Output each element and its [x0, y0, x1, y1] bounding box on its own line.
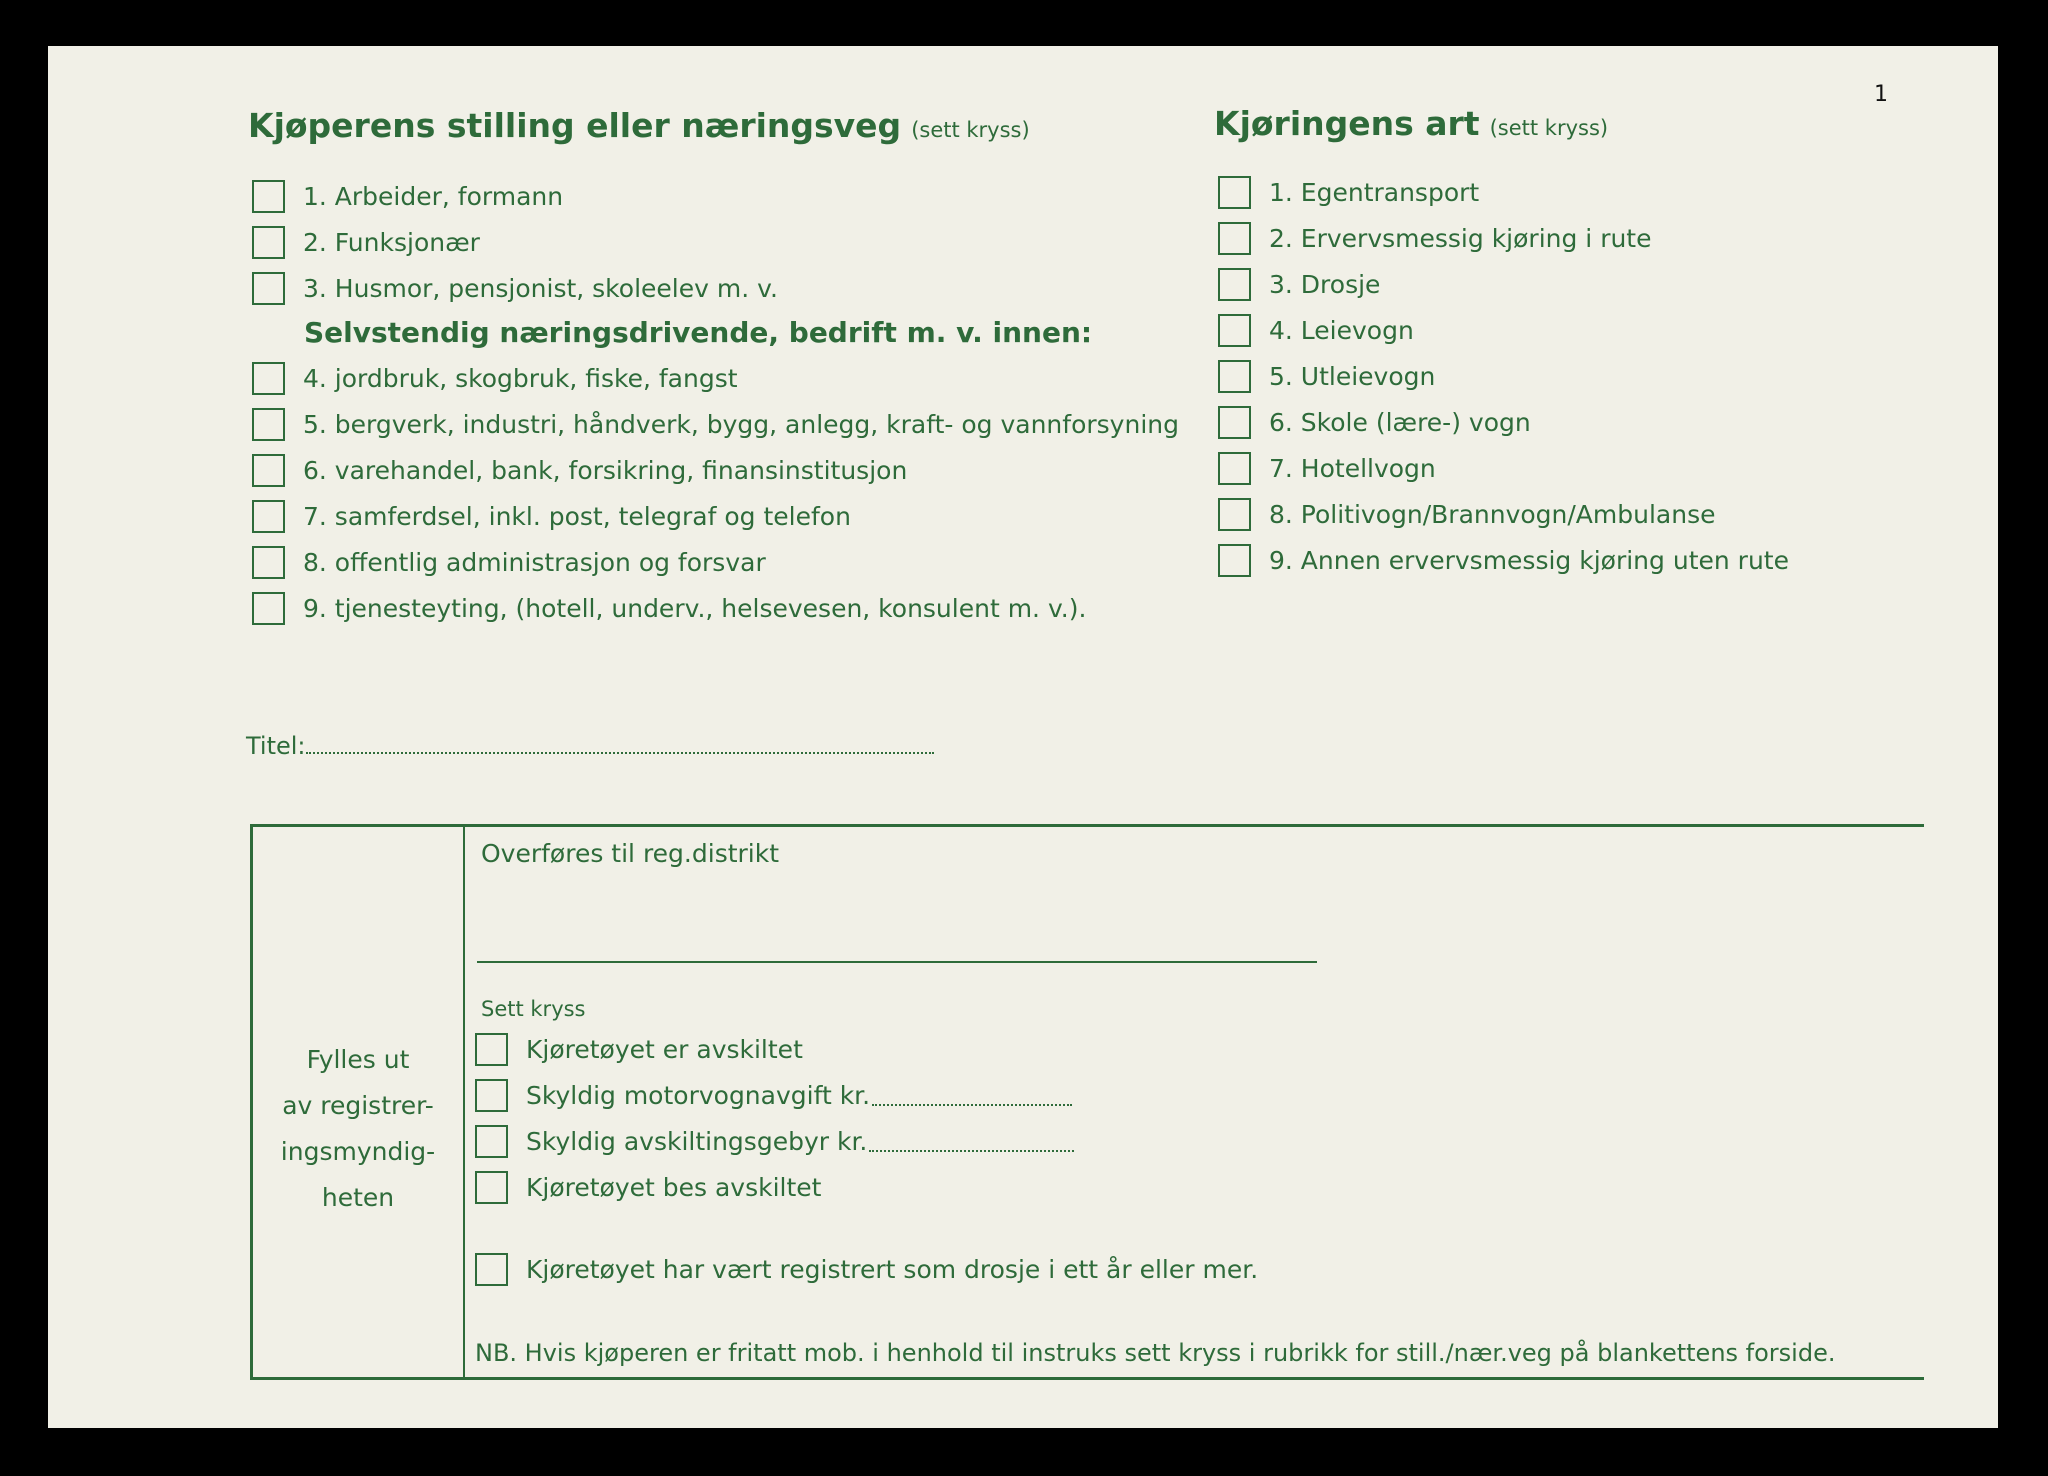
occupation-option-5[interactable] [252, 408, 1179, 441]
driving-label-7: 7. Hotellvogn [1269, 454, 1436, 483]
occupation-label-2: 2. Funksjonær [303, 228, 480, 257]
driving-checkbox-5[interactable] [1218, 360, 1251, 393]
driving-type-heading [1214, 104, 1608, 143]
occupation-checkbox-5[interactable] [252, 408, 285, 441]
driving-label-1: 1. Egentransport [1269, 178, 1480, 207]
titel-dotted-line[interactable] [306, 752, 934, 754]
drosje-checkbox[interactable] [475, 1253, 508, 1286]
driving-label-6: 6. Skole (lære-) vogn [1269, 408, 1531, 437]
driving-option-7[interactable] [1218, 452, 1436, 485]
occupation-label-1: 1. Arbeider, formann [303, 182, 564, 211]
occupation-option-7[interactable] [252, 500, 851, 533]
buyer-occupation-heading-text: Kjøperens stilling eller næringsveg [248, 106, 902, 145]
occupation-checkbox-7[interactable] [252, 500, 285, 533]
occupation-label-3: 3. Husmor, pensjonist, skoleelev m. v. [303, 274, 778, 303]
cross-note: Sett kryss [481, 997, 586, 1021]
registry-check-label-1: Kjøretøyet er avskiltet [526, 1035, 803, 1064]
registry-check-1[interactable] [475, 1033, 803, 1066]
registry-check-label-3: Skyldig avskiltingsgebyr kr. [526, 1127, 868, 1156]
occupation-checkbox-8[interactable] [252, 546, 285, 579]
corner-mark: 1 [1874, 82, 1888, 107]
drosje-check[interactable] [475, 1253, 1258, 1286]
occupation-label-5: 5. bergverk, industri, håndverk, bygg, anlegg, kraft- og vannforsyning [303, 410, 1179, 439]
titel-label: Titel: [246, 732, 306, 760]
occupation-option-2[interactable] [252, 226, 480, 259]
registry-label-line-2: av registrer- [282, 1091, 434, 1120]
driving-label-4: 4. Leievogn [1269, 316, 1414, 345]
transfer-district-line[interactable] [477, 961, 1317, 963]
registry-check-2[interactable] [475, 1079, 1072, 1112]
occupation-label-4: 4. jordbruk, skogbruk, fiske, fangst [303, 364, 738, 393]
driving-checkbox-1[interactable] [1218, 176, 1251, 209]
driving-label-8: 8. Politivogn/Brannvogn/Ambulanse [1269, 500, 1716, 529]
self-employed-subheading: Selvstendig næringsdrivende, bedrift m. v. innen: [304, 316, 1093, 349]
occupation-label-9: 9. tjenesteyting, (hotell, underv., helsevesen, konsulent m. v.). [303, 594, 1087, 623]
occupation-checkbox-6[interactable] [252, 454, 285, 487]
plate-fee-amount-line[interactable] [869, 1132, 1074, 1152]
registry-label-line-1: Fylles ut [306, 1045, 410, 1074]
occupation-checkbox-4[interactable] [252, 362, 285, 395]
titel-field[interactable] [246, 732, 934, 760]
occupation-option-6[interactable] [252, 454, 907, 487]
driving-label-9: 9. Annen ervervsmessig kjøring uten rute [1269, 546, 1789, 575]
occupation-option-8[interactable] [252, 546, 766, 579]
registry-box-divider [463, 827, 465, 1377]
driving-checkbox-3[interactable] [1218, 268, 1251, 301]
occupation-option-4[interactable] [252, 362, 738, 395]
motor-tax-amount-line[interactable] [872, 1086, 1072, 1106]
registry-check-4[interactable] [475, 1171, 821, 1204]
occupation-label-6: 6. varehandel, bank, forsikring, finansinstitusjon [303, 456, 908, 485]
driving-checkbox-7[interactable] [1218, 452, 1251, 485]
registry-box [250, 824, 1924, 1380]
registry-authority-label [253, 1037, 463, 1221]
driving-option-9[interactable] [1218, 544, 1789, 577]
registry-checkbox-1[interactable] [475, 1033, 508, 1066]
occupation-checkbox-3[interactable] [252, 272, 285, 305]
driving-checkbox-9[interactable] [1218, 544, 1251, 577]
transfer-district-label: Overføres til reg.distrikt [481, 839, 780, 868]
driving-label-3: 3. Drosje [1269, 270, 1381, 299]
driving-option-4[interactable] [1218, 314, 1414, 347]
registry-check-3[interactable] [475, 1125, 1074, 1158]
occupation-checkbox-2[interactable] [252, 226, 285, 259]
registry-label-line-3: ingsmyndig- [280, 1137, 436, 1166]
driving-checkbox-6[interactable] [1218, 406, 1251, 439]
driving-type-heading-note: (sett kryss) [1489, 116, 1609, 140]
occupation-checkbox-9[interactable] [252, 592, 285, 625]
driving-option-3[interactable] [1218, 268, 1380, 301]
drosje-check-label: Kjøretøyet har vært registrert som drosje i ett år eller mer. [526, 1255, 1259, 1284]
driving-option-2[interactable] [1218, 222, 1652, 255]
driving-option-6[interactable] [1218, 406, 1531, 439]
driving-checkbox-4[interactable] [1218, 314, 1251, 347]
driving-option-8[interactable] [1218, 498, 1716, 531]
buyer-occupation-heading [248, 106, 1030, 145]
driving-option-1[interactable] [1218, 176, 1479, 209]
registry-check-label-2: Skyldig motorvognavgift kr. [526, 1081, 871, 1110]
driving-label-2: 2. Ervervsmessig kjøring i rute [1269, 224, 1652, 253]
driving-option-5[interactable] [1218, 360, 1435, 393]
form-sheet [48, 46, 1998, 1428]
occupation-option-9[interactable] [252, 592, 1086, 625]
registry-check-label-4: Kjøretøyet bes avskiltet [526, 1173, 822, 1202]
registry-checkbox-2[interactable] [475, 1079, 508, 1112]
nb-note: NB. Hvis kjøperen er fritatt mob. i henhold til instruks sett kryss i rubrikk for still./nær.veg på blankettens forside. [475, 1339, 1836, 1367]
occupation-option-1[interactable] [252, 180, 563, 213]
registry-checkbox-4[interactable] [475, 1171, 508, 1204]
driving-type-heading-text: Kjøringens art [1214, 104, 1480, 143]
registry-label-line-4: heten [321, 1183, 395, 1212]
occupation-checkbox-1[interactable] [252, 180, 285, 213]
occupation-option-3[interactable] [252, 272, 778, 305]
registry-checkbox-3[interactable] [475, 1125, 508, 1158]
occupation-label-7: 7. samferdsel, inkl. post, telegraf og telefon [303, 502, 851, 531]
buyer-occupation-heading-note: (sett kryss) [911, 118, 1030, 142]
driving-checkbox-8[interactable] [1218, 498, 1251, 531]
driving-checkbox-2[interactable] [1218, 222, 1251, 255]
driving-label-5: 5. Utleievogn [1269, 362, 1436, 391]
occupation-label-8: 8. offentlig administrasjon og forsvar [303, 548, 766, 577]
